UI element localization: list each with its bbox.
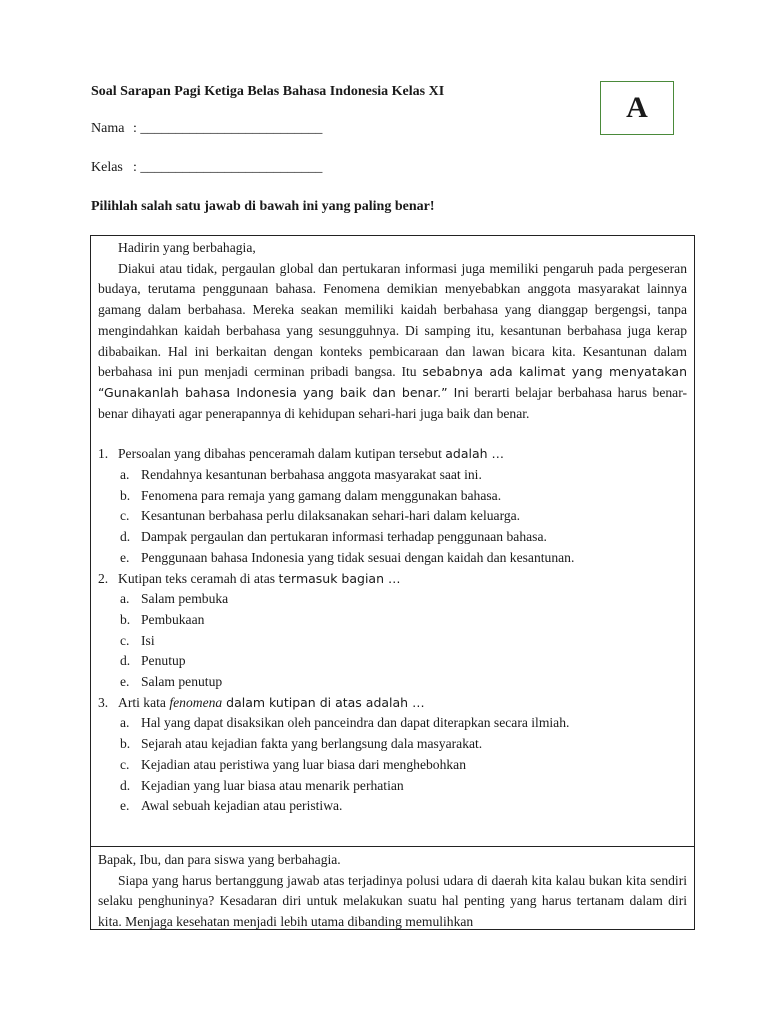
question-stem: Kutipan teks ceramah di atas	[118, 570, 279, 586]
option-text: Rendahnya kesantunan berbahasa anggota masyarakat saat ini.	[141, 467, 482, 483]
option-letter: e.	[120, 798, 130, 814]
option-text: Penutup	[141, 653, 186, 669]
class-label: Kelas	[91, 160, 123, 175]
option-letter: a.	[120, 591, 130, 607]
answer-option[interactable]	[98, 486, 687, 507]
option-letter: a.	[120, 467, 130, 483]
option-text: Penggunaan bahasa Indonesia yang tidak sesuai dengan kaidah dan kesantunan.	[141, 549, 575, 565]
option-letter: d.	[120, 777, 131, 793]
answer-option[interactable]	[98, 672, 687, 693]
option-letter: d.	[120, 529, 131, 545]
question-stem-tail: adalah …	[445, 446, 505, 462]
instruction: Pilihlah salah satu jawab di bawah ini yang paling benar!	[91, 199, 435, 214]
option-text: Kejadian atau peristiwa yang luar biasa dari menghebohkan	[141, 756, 466, 772]
answer-option[interactable]	[98, 631, 687, 652]
answer-option[interactable]	[98, 734, 687, 755]
option-text: Salam pembuka	[141, 591, 229, 607]
passage-greeting: Hadirin yang berbahagia,	[118, 240, 256, 255]
answer-option[interactable]	[98, 713, 687, 734]
passage-quote: sebabnya ada kalimat yang menyatakan “Gunakanlah bahasa Indonesia yang baik dan benar.” Ini	[98, 364, 687, 400]
passage2-greeting: Bapak, Ibu, dan para siswa yang berbahagia.	[98, 852, 341, 867]
answer-option[interactable]	[98, 589, 687, 610]
option-text: Isi	[141, 632, 155, 648]
option-text: Kejadian yang luar biasa atau menarik perhatian	[141, 777, 404, 793]
question-stem-italic: fenomena	[169, 694, 223, 710]
question-stem-tail: dalam kutipan di atas adalah …	[222, 694, 425, 710]
option-letter: b.	[120, 487, 131, 503]
option-text: Awal sebuah kejadian atau peristiwa.	[141, 798, 343, 814]
option-letter: b.	[120, 611, 131, 627]
question-number: 3.	[98, 694, 109, 710]
answer-option[interactable]	[98, 796, 687, 817]
passage2-text: Siapa yang harus bertanggung jawab atas terjadinya polusi udara di daerah kita kalau bukan kita sendiri selaku penghuninya? Kesadaran diri untuk melakukan suatu hal penting yang harus tertanam dalam diri kita. Menjaga kesehatan menjadi lebih utama dibanding memulihkan	[98, 872, 687, 930]
question-number: 2.	[98, 570, 109, 586]
option-text: Salam penutup	[141, 674, 223, 690]
question-box	[90, 235, 695, 847]
answer-option[interactable]	[98, 610, 687, 631]
option-letter: e.	[120, 674, 130, 690]
passage-text	[98, 259, 687, 425]
option-text: Hal yang dapat disaksikan oleh panceindra dan dapat diterapkan secara ilmiah.	[141, 715, 570, 731]
class-field[interactable]	[91, 160, 322, 176]
option-letter: c.	[120, 756, 130, 772]
option-letter: d.	[120, 653, 131, 669]
question-list	[98, 444, 687, 817]
option-text: Fenomena para remaja yang gamang dalam menggunakan bahasa.	[141, 487, 502, 503]
answer-option[interactable]	[98, 506, 687, 527]
question-stem: Arti kata	[118, 694, 170, 710]
answer-option[interactable]	[98, 755, 687, 776]
class-blank: : __________________________	[133, 160, 323, 175]
answer-option[interactable]	[98, 776, 687, 797]
question-2	[98, 569, 687, 590]
option-letter: e.	[120, 549, 130, 565]
answer-option[interactable]	[98, 527, 687, 548]
question-number: 1.	[98, 446, 109, 462]
name-blank: : __________________________	[133, 121, 323, 136]
answer-option[interactable]	[98, 548, 687, 569]
option-letter: c.	[120, 508, 130, 524]
answer-option[interactable]	[98, 465, 687, 486]
passage-text-part2: berarti belajar berbahasa harus benar-benar dihayati agar penerapannya di kehidupan sehari-hari juga baik dan benar.	[98, 384, 687, 421]
question-3	[98, 693, 687, 714]
answer-option[interactable]	[98, 651, 687, 672]
question-1	[98, 444, 687, 465]
question-stem-tail: termasuk bagian …	[278, 570, 401, 586]
question-stem: Persoalan yang dibahas penceramah dalam kutipan tersebut	[118, 446, 446, 462]
option-letter: a.	[120, 715, 130, 731]
name-field[interactable]	[91, 121, 322, 137]
variant-letter: A	[626, 91, 648, 124]
option-text: Kesantunan berbahasa perlu dilaksanakan sehari-hari dalam keluarga.	[141, 508, 521, 524]
option-text: Sejarah atau kejadian fakta yang berlangsung dala masyarakat.	[141, 736, 483, 752]
option-text: Pembukaan	[141, 611, 205, 627]
variant-box	[600, 81, 674, 135]
option-letter: c.	[120, 632, 130, 648]
option-text: Dampak pergaulan dan pertukaran informasi terhadap penggunaan bahasa.	[141, 529, 547, 545]
passage-box-2	[90, 846, 695, 930]
document-title: Soal Sarapan Pagi Ketiga Belas Bahasa Indonesia Kelas XI	[91, 84, 445, 99]
passage-text-part1: Diakui atau tidak, pergaulan global dan pertukaran informasi juga memiliki pengaruh pada pergeseran budaya, terutama penggunaan bahasa. Fenomena demikian menyebabkan anggota masyarakat lainnya gamang dalam berbahasa. Mereka seakan memiliki kaidah berbahasa yang dianggap bergengsi, tanpa mengindahkan kaidah berbahasa yang sesungguhnya. Di samping itu, kesantunan berbahasa juga kerap dibabaikan. Hal ini berkaitan dengan konteks pembicaraan dan lawan bicara kita. Kesantunan dalam berbahasa ini pun menjadi cerminan pribadi bangsa. Itu	[98, 260, 687, 380]
option-letter: b.	[120, 736, 131, 752]
name-label: Nama	[91, 121, 125, 136]
